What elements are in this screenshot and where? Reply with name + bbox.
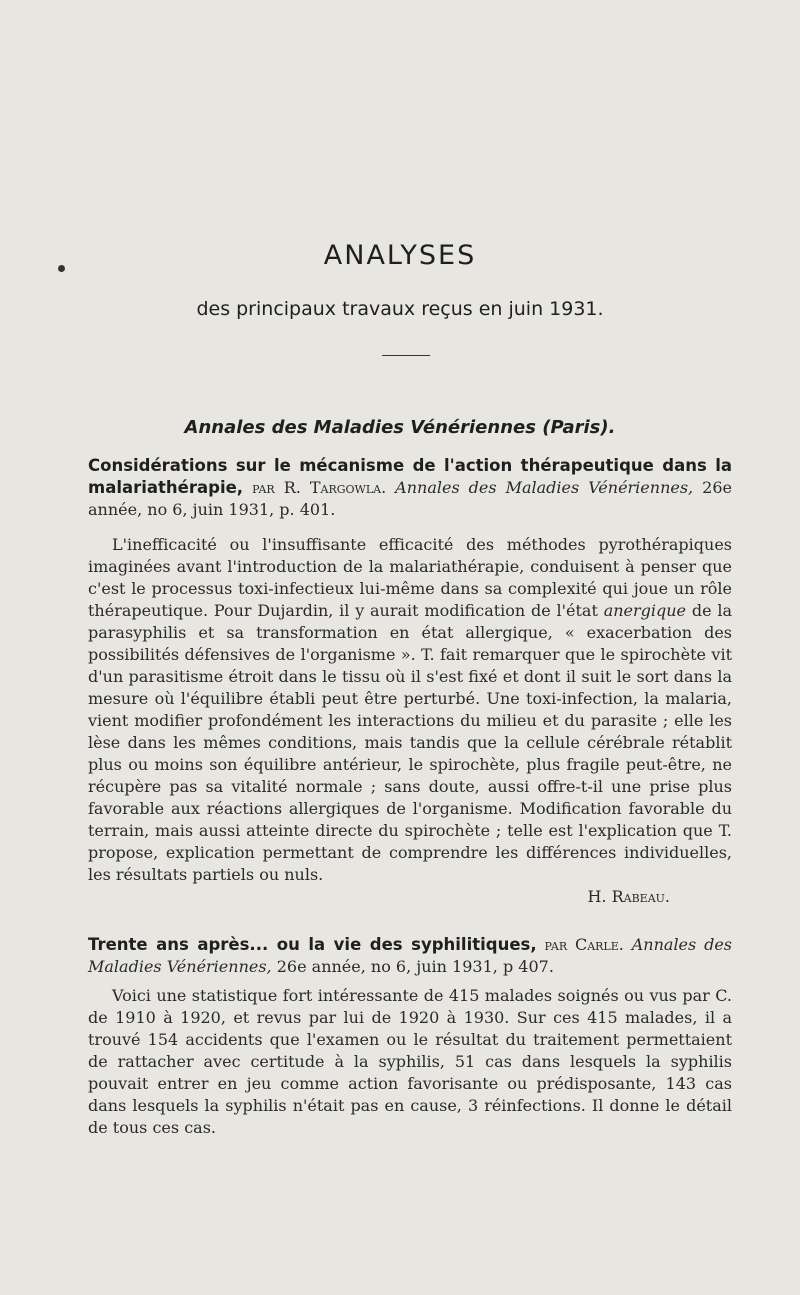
article-1-details: 26e année, no 6, juin 1931, p. 401.	[88, 478, 732, 519]
page-title: ANALYSES	[323, 240, 477, 271]
divider-rule	[382, 355, 430, 356]
article-1-signature: H. Rabeau.	[587, 887, 670, 906]
article-2-details: 26e année, no 6, juin 1931, p 407.	[276, 957, 554, 976]
article-1-text-rest: de la parasyphilis et sa transformation en état allergique, « exacerbation des possibilités défensives de l'organisme ». T. fait remarquer que le spirochète vit d'un parasitisme étroit dans le tissu où il s'est fixé et dont il suit le sort dans la mesure où l'équilibre établi peut être perturbé. Une toxi-infection, la malaria, vient modifier profondément les interactions du milieu et du parasite ; elle les lèse dans les mêmes conditions, mais tandis que la cellule cérébrale rétablit plus ou moins son équilibre antérieur, le spirochète, plus fragile peut-être, ne récupère pas sa vitalité normale ; sans doute, aussi offre-t-il une prise plus favorable aux réactions allergiques de l'organisme. Modification favorable du terrain, mais aussi atteinte directe du spirochète ; telle est l'explication que T. propose, explication permettant de comprendre les différences individuelles, les résultats partiels ou nuls.	[88, 601, 732, 884]
article-2-header	[88, 934, 732, 978]
article-1-heading: Considérations sur le mécanisme de l'action thérapeutique dans la malariathérapie,	[88, 456, 732, 497]
article-1-author: par R. Targowla.	[252, 478, 387, 497]
article-2-body	[88, 985, 732, 1139]
journal-heading: Annales des Maladies Vénériennes (Paris).	[184, 417, 616, 438]
article-1-header	[88, 455, 732, 521]
article-1-body	[88, 534, 732, 906]
article-2-source: Annales des Maladies Vénériennes,	[88, 935, 733, 976]
article-2-heading: Trente ans après... ou la vie des syphilitiques,	[88, 935, 537, 954]
article-1-text: L'inefficacité ou l'insuffisante efficacité des méthodes pyrothérapiques imaginées avant l'introduction de la malariathérapie, conduisent à penser que c'est le processus toxi-infectieux lui-même dans sa complexité qui joue un rôle thérapeutique. Pour Dujardin, il y aurait modification de l'état	[88, 535, 732, 620]
article-2-author: par Carle.	[544, 935, 624, 954]
page-subtitle: des principaux travaux reçus en juin 1931.	[196, 298, 604, 320]
article-1-source: Annales des Maladies Vénériennes,	[395, 478, 694, 497]
article-1-emphasis: anergique	[603, 601, 687, 620]
article-2-text: Voici une statistique fort intéressante de 415 malades soignés ou vus par C. de 1910 à 1920, et revus par lui de 1920 à 1930. Sur ces 415 malades, il a trouvé 154 accidents que l'examen ou le résultat du traitement permettaient de rattacher avec certitude à la syphilis, 51 cas dans lesquels la syphilis pouvait entrer en jeu comme action favorisante ou prédisposante, 143 cas dans lesquels la syphilis n'était pas en cause, 3 réinfections. Il donne le détail de tous ces cas.	[88, 986, 732, 1137]
